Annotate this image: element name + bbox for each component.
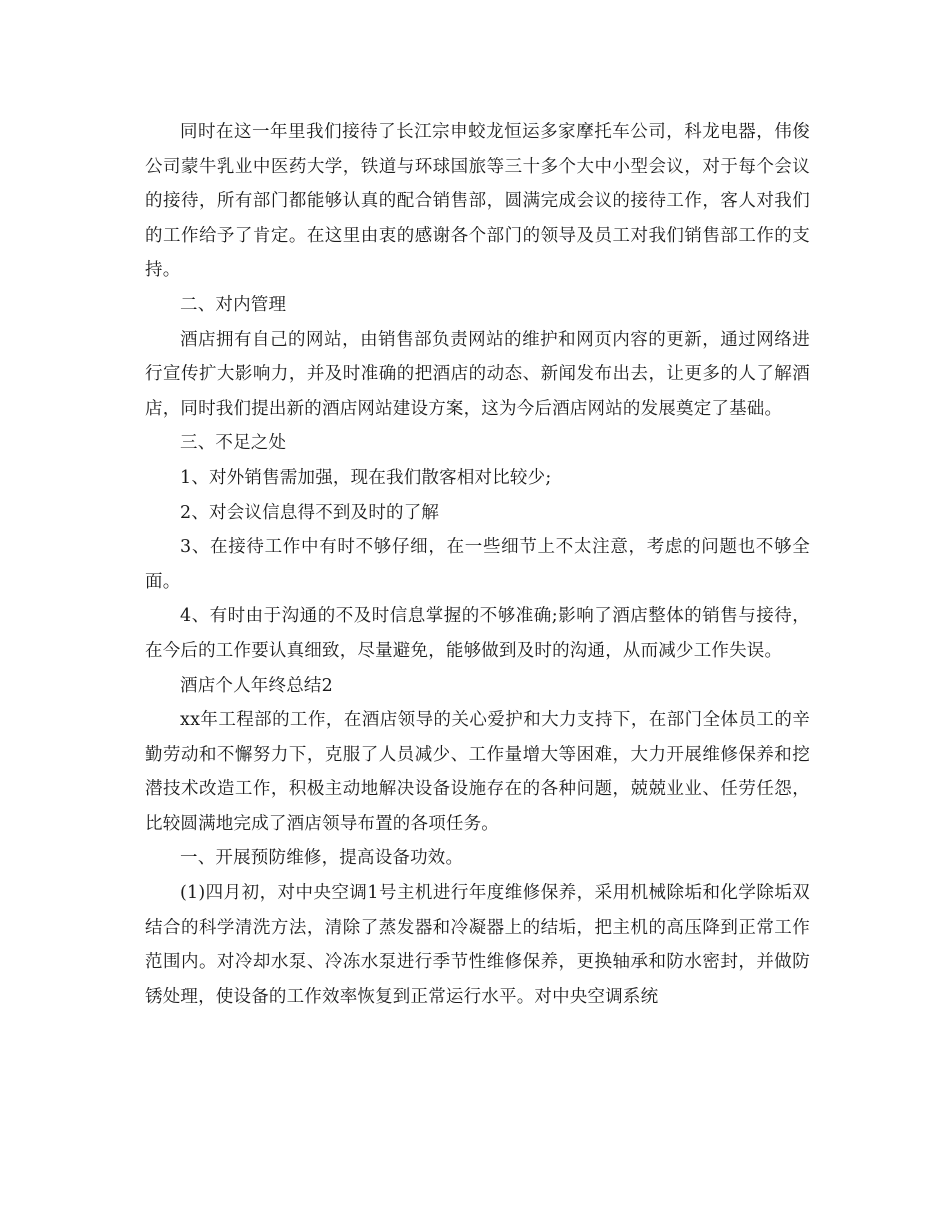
paragraph-april-maintenance: (1)四月初，对中央空调1号主机进行年度维修保养，采用机械除垢和化学除垢双结合的科学清洗方法，清除了蒸发器和冷凝器上的结垢，把主机的高压降到正常工作范围内。对冷却水泵、冷冻水泵进行季节性维修保养，更换轴承和防水密封，并做防锈处理，使设备的工作效率恢复到正常运行水平。对中央空调系统	[145, 883, 810, 1007]
list-item-4: 4、有时由于沟通的不及时信息掌握的不够准确;影响了酒店整体的销售与接待，在今后的工作要认真细致，尽量避免，能够做到及时的沟通，从而减少工作失误。	[145, 606, 810, 661]
section-title-summary-2: 酒店个人年终总结2	[180, 675, 333, 696]
paragraph-meeting-reception: 同时在这一年里我们接待了长江宗申蛟龙恒运多家摩托车公司，科龙电器，伟俊公司蒙牛乳业中医药大学，铁道与环球国旅等三十多个大中小型会议，对于每个会议的接待，所有部门都能够认真的配合销售部，圆满完成会议的接待工作，客人对我们的工作给予了肯定。在这里由衷的感谢各个部门的领导及员工对我们销售部工作的支持。	[145, 122, 810, 281]
list-item-2: 2、对会议信息得不到及时的了解	[180, 502, 440, 523]
list-item-3: 3、在接待工作中有时不够仔细，在一些细节上不太注意，考虑的问题也不够全面。	[145, 537, 810, 592]
heading-preventive-maintenance: 一、开展预防维修，提高设备功效。	[180, 848, 464, 869]
heading-internal-management: 二、对内管理	[180, 294, 287, 315]
paragraph-website: 酒店拥有自己的网站，由销售部负责网站的维护和网页内容的更新，通过网络进行宣传扩大影响力，并及时准确的把酒店的动态、新闻发布出去，让更多的人了解酒店，同时我们提出新的酒店网站建设方案，这为今后酒店网站的发展奠定了基础。	[145, 329, 810, 419]
paragraph-engineering-intro: xx年工程部的工作，在酒店领导的关心爱护和大力支持下，在部门全体员工的辛勤劳动和不懈努力下，克服了人员减少、工作量增大等困难，大力开展维修保养和挖潜技术改造工作，积极主动地解决设备设施存在的各种问题，兢兢业业、任劳任怨，比较圆满地完成了酒店领导布置的各项任务。	[145, 710, 810, 834]
list-item-1: 1、对外销售需加强，现在我们散客相对比较少;	[180, 467, 552, 488]
heading-shortcomings: 三、不足之处	[180, 433, 287, 454]
document-body	[145, 115, 810, 1014]
